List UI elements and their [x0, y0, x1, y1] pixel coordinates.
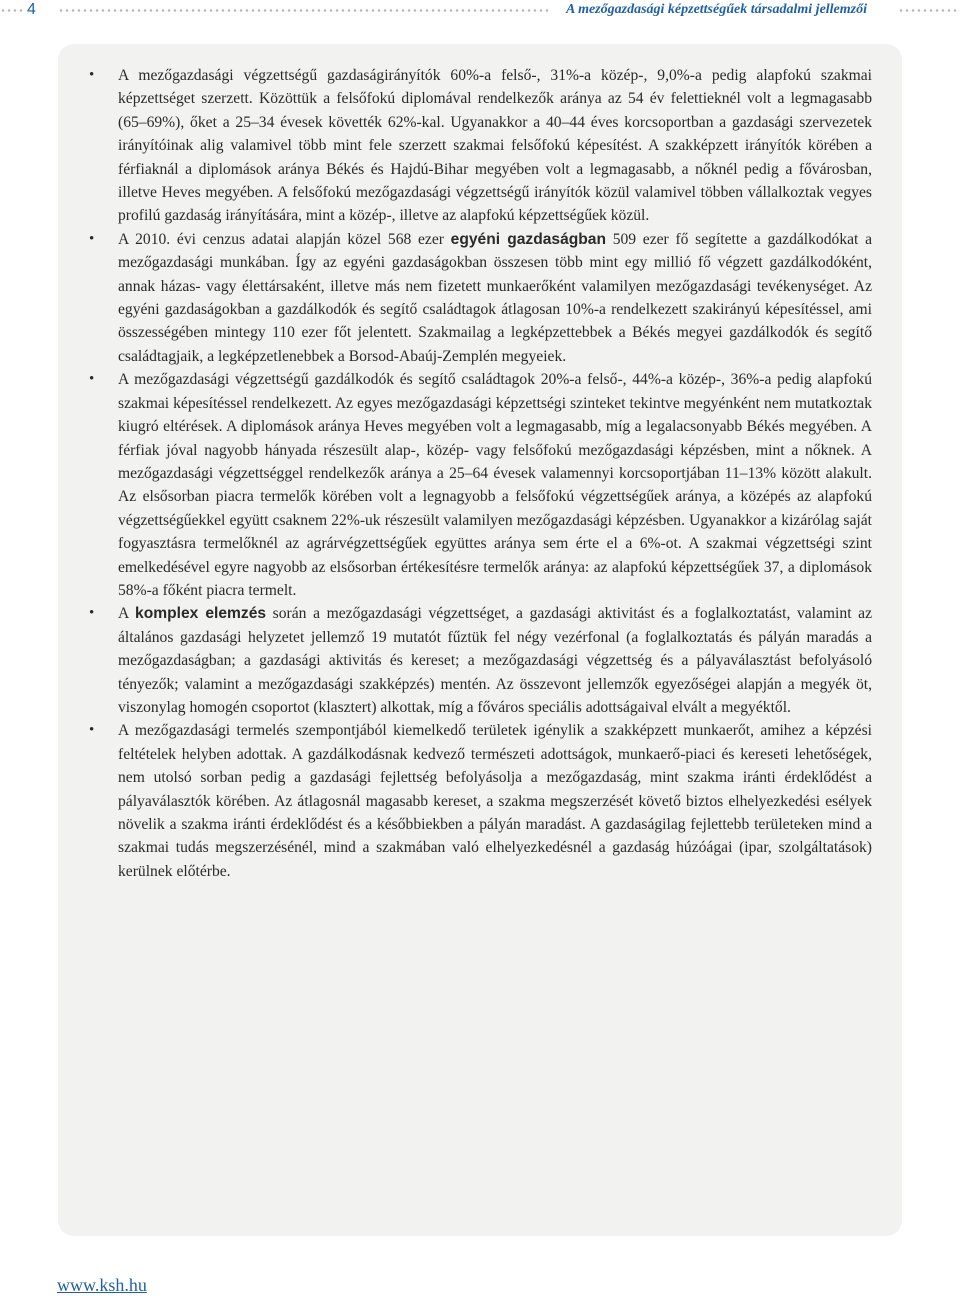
page-number: 4 — [27, 1, 36, 18]
bullet-item — [62, 719, 872, 883]
bullet-item — [62, 602, 872, 719]
bullet-list — [62, 64, 872, 883]
paragraph-text: A — [118, 605, 136, 623]
bullet-dot-icon: • — [89, 230, 95, 247]
bullet-dot-icon: • — [89, 67, 95, 83]
bold-term: egyéni gazdaságban — [450, 230, 606, 248]
bullet-dot-icon: • — [89, 371, 95, 388]
bullet-item — [62, 64, 872, 228]
paragraph-text: A 2010. évi cenzus adatai alapján közel 568 ezer — [118, 230, 451, 248]
dotted-rule-right — [898, 9, 960, 12]
dotted-rule-left — [0, 9, 24, 12]
bullet-dot-icon: • — [89, 605, 95, 622]
paragraph-text: A mezőgazdasági végzettségű gazdaságirányítók 60%-a felső-, 31%-a közép-, 9,0%-a pedig alapfokú szakmai képzettséget szerzett. Közöttük a felsőfokú diplomával rendelkezők aránya az 54 év felettieknél volt a legmagasabb (65–69%), őket a 25–34 évesek követték 62%-kal. Ugyanakkor a 40–44 éves korcsoportban a gazdasági szervezetek irányítóinak alig valamivel több mint fele szerzett szakmai felsőfokú képesítést. A szakképzett irányítók körében a férfiaknál a diplomások aránya Békés és Hajdú-Bihar megyében volt a legmagasabb, a nőknél pedig a fővárosban, illetve Heves megyében. A felsőfokú mezőgazdasági végzettségű irányítók közül valamivel többen vállalkoztak vegyes profilú gazdaság irányítására, mint a közép-, illetve az alapfokú képzettségűek közül. — [118, 67, 872, 225]
page-header — [0, 0, 960, 22]
paragraph-text: során a mezőgazdasági végzettséget, a gazdasági aktivitást és a foglalkoztatást, valamint az általános gazdasági helyzetet jellemző 19 mutatót fűztük fel négy vezérfonal (a foglalkoztatás és pályán maradás a mezőgazdaságban; a gazdasági aktivitás és kereset; a mezőgazdasági végzettség és a pályaválasztást befolyásoló tényezők; valamint a mezőgazdasági szakképzés) mentén. Az összevont jellemzők egyezőségei alapján a megyék öt, viszonylag homogén csoportot (klasztert) alkottak, míg a főváros speciális adottságaival elvált a megyéktől. — [118, 605, 872, 716]
bold-term: komplex elemzés — [135, 605, 267, 623]
bullet-item — [62, 368, 872, 602]
paragraph-text: 509 ezer fő segítette a gazdálkodókat a mezőgazdasági munkában. Így az egyéni gazdaságokban összesen több mint egy millió fő végzett gazdálkodóként, annak házas- vagy élettársaként, illetve más nem fizetett munkaerőként valamilyen mezőgazdasági tevékenységet. Az egyéni gazdaságokban a gazdálkodók és segítő családtagok átlagosan 10%-a rendelkezett szakirányú képesítéssel, ami összességében mintegy 110 ezer főt jelentett. Szakmailag a legképzettebbek a Békés megyei gazdálkodók és segítő családtagjaik, a legképzetlenebbek a Borsod-Abaúj-Zemplén megyeiek. — [118, 230, 872, 365]
running-title: A mezőgazdasági képzettségűek társadalmi jellemzői — [566, 2, 867, 17]
bullet-dot-icon: • — [89, 722, 95, 739]
paragraph-text: A mezőgazdasági végzettségű gazdálkodók és segítő családtagok 20%-a felső-, 44%-a közép-, 36%-a pedig alapfokú szakmai képesítéssel rendelkezett. Az egyes mezőgazdasági képzettségi szinteket tekintve megyénként nem mutatkoztak kiugró eltérések. A diplomások aránya Heves megyében volt a legmagasabb, míg a legalacsonyabb Békés megyében. A férfiak jóval nagyobb hányada részesült alap-, közép- vagy felsőfokú mezőgazdasági képzésben, mint a nőknek. A mezőgazdasági végzettséggel rendelkezők aránya a 25–64 évesek valamennyi korcsoportjában 11–13% között alakult. Az elsősorban piacra termelők körében volt a legnagyobb a felsőfokú végzettségűek aránya, a középés az alapfokú végzettségűekkel együtt csaknem 22%-uk részesült valamilyen mezőgazdasági képzésben. Ugyanakkor a kizárólag saját fogyasztásra termelőknél az agrárvégzettségűek együttes aránya sem érte el a 6%-ot. A szakmai végzettségi szint emelkedésével egyre nagyobb az elsősorban értékesítésre termelők aránya: az alapfokú képzettségűek 37, a diplomások 58%-a főként piacra termelt. — [118, 371, 872, 599]
paragraph-text: A mezőgazdasági termelés szempontjából kiemelkedő területek igénylik a szakképzett munkaerőt, amihez a képzési feltételek helyben adottak. A gazdálkodásnak kedvező természeti adottságok, munkaerő-piaci és kereseti lehetőségek, nem utolsó sorban pedig a gazdasági fejlettség befolyásolja a mezőgazdaság, mint szakma iránti érdeklődést a pályaválasztók körében. Az átlagosnál magasabb kereset, a szakma megszerzését követő biztos elhelyezkedési esélyek növelik a szakma iránti érdeklődést és a későbbiekben a pályán maradást. A gazdaságilag fejlettebb területeken mind a szakmai tudás megszerzésénél, mind a szakmában való elhelyezkedésnél a gazdaság húzóágai (ipar, szolgáltatások) kerülnek előtérbe. — [118, 722, 872, 880]
footer-website-link[interactable]: www.ksh.hu — [57, 1275, 147, 1295]
bullet-item — [62, 228, 872, 368]
dotted-rule-middle — [58, 9, 550, 12]
